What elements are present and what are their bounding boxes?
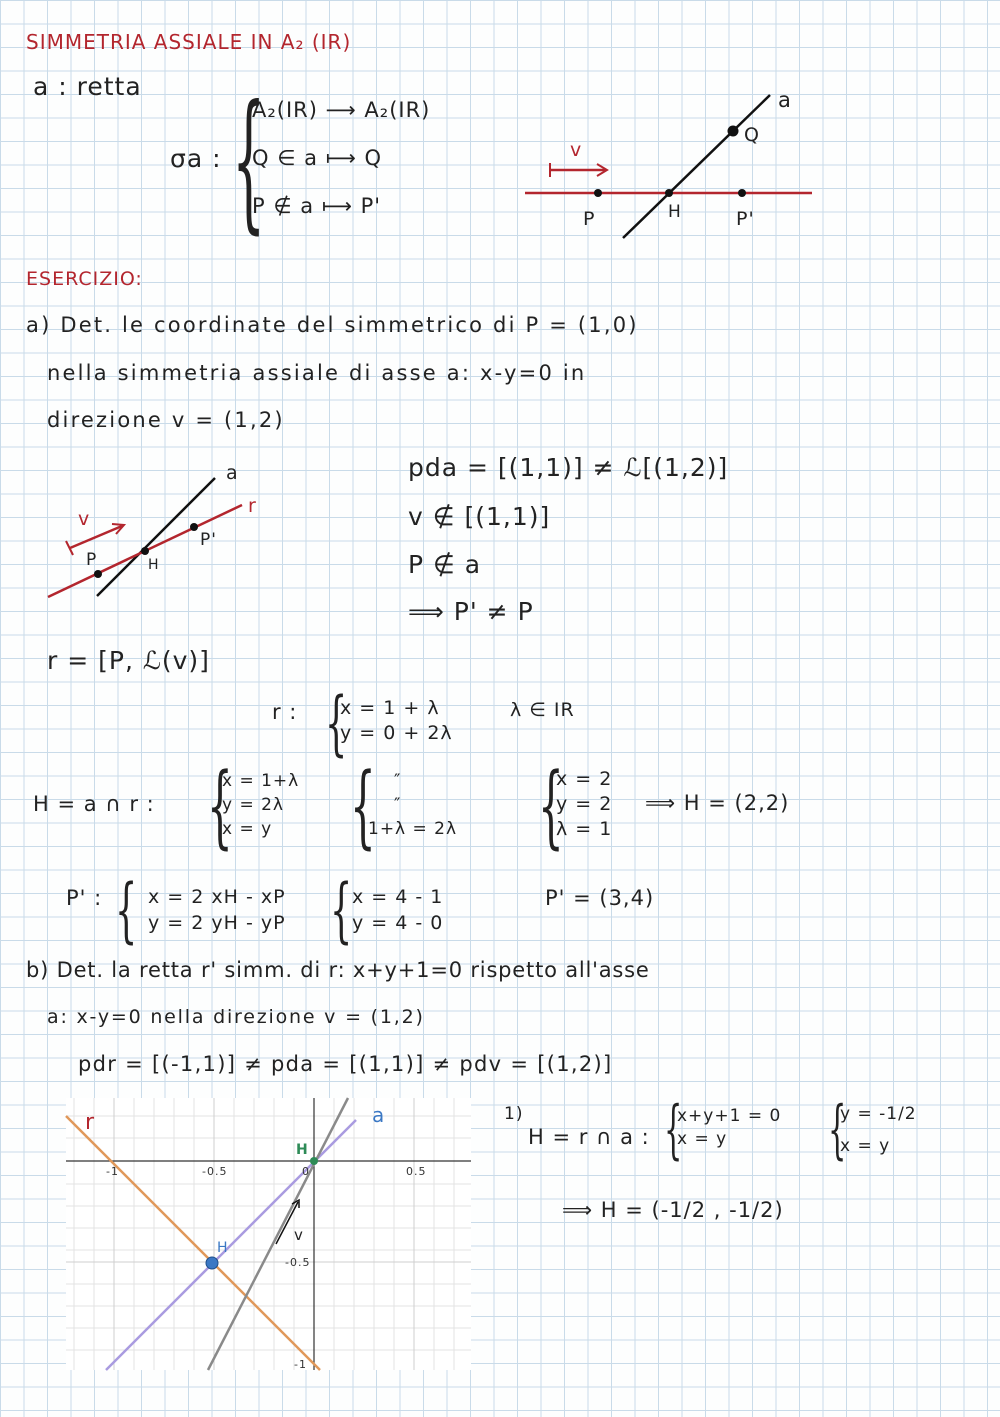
system1-row-2: y = 2λ bbox=[222, 795, 284, 815]
pprime-value-x: x = 4 - 1 bbox=[352, 886, 444, 908]
step1-system2-row-2: x = y bbox=[840, 1136, 891, 1156]
step1-system1-row-2: x = y bbox=[677, 1129, 728, 1149]
fig2-line-a bbox=[97, 478, 215, 596]
definition-row-1: A₂(IR) ⟶ A₂(IR) bbox=[252, 98, 431, 122]
graph-tick-x-0.5: 0.5 bbox=[406, 1165, 427, 1178]
intersection-brace-1: { bbox=[207, 754, 233, 859]
page-title: SIMMETRIA ASSIALE IN A₂ (IR) bbox=[26, 30, 352, 54]
intersection-result: ⟹ H = (2,2) bbox=[645, 791, 790, 815]
pprime-brace-1: { bbox=[115, 869, 138, 951]
system3-row-3: λ = 1 bbox=[556, 818, 613, 840]
param-brace: { bbox=[325, 682, 348, 764]
part-b-line-1: b) Det. la retta r' simm. di r: x+y+1=0 rispetto all'asse bbox=[26, 958, 650, 982]
step1-system1-row-1: x+y+1 = 0 bbox=[677, 1106, 782, 1126]
fig2-point-H bbox=[141, 547, 149, 555]
part-a-line-2: nella simmetria assiale di asse a: x-y=0 in bbox=[47, 361, 587, 385]
intersection-label: H = a ∩ r : bbox=[33, 792, 155, 816]
graph-point-H-mid bbox=[206, 1257, 218, 1269]
system2-row-2: ″ bbox=[394, 795, 402, 815]
step1-brace-1: { bbox=[664, 1093, 683, 1167]
pprime-value-y: y = 4 - 0 bbox=[352, 912, 444, 934]
pprime-brace-2: { bbox=[330, 869, 353, 951]
graph-point-H-origin bbox=[310, 1157, 318, 1165]
intersection-brace-2: { bbox=[350, 754, 376, 859]
part-a-line-1: a) Det. le coordinate del simmetrico di P = (1,0) bbox=[26, 313, 639, 337]
graph-label-H-mid: H bbox=[217, 1240, 229, 1256]
a-retta-label: a : retta bbox=[33, 72, 142, 101]
system3-row-2: y = 2 bbox=[556, 793, 613, 815]
fig2-point-Pp bbox=[190, 523, 198, 531]
fig1-label-P: P bbox=[583, 208, 596, 230]
part-b-line-3: pdr = [(-1,1)] ≠ pda = [(1,1)] ≠ pdv = [(1,2)] bbox=[78, 1052, 613, 1076]
exercise-heading: ESERCIZIO: bbox=[26, 268, 143, 290]
graph-label-r: r bbox=[85, 1110, 96, 1135]
fig1-label-Q: Q bbox=[744, 124, 760, 146]
fig2-label-P: P bbox=[86, 550, 98, 570]
pprime-result: P' = (3,4) bbox=[545, 886, 655, 910]
system1-row-1: x = 1+λ bbox=[222, 771, 300, 791]
fig2-label-Pp: P' bbox=[200, 530, 217, 550]
fig1-label-a: a bbox=[778, 88, 792, 112]
graph-label-H-origin: H bbox=[296, 1142, 309, 1158]
pprime-formula-x: x = 2 xH - xP bbox=[148, 886, 286, 908]
step1-number: 1) bbox=[504, 1104, 524, 1124]
part-a-line-3: direzione v = (1,2) bbox=[47, 408, 285, 432]
graph-tick-x-minus0.5: -0.5 bbox=[202, 1165, 228, 1178]
sigma-label: σa : bbox=[170, 144, 222, 173]
param-x: x = 1 + λ bbox=[340, 697, 440, 719]
step1-label: H = r ∩ a : bbox=[528, 1125, 650, 1149]
param-lambda: λ ∈ IR bbox=[510, 699, 575, 721]
system2-row-3: 1+λ = 2λ bbox=[368, 819, 458, 839]
fig2-label-r: r bbox=[248, 495, 257, 517]
pprime-formula-y: y = 2 yH - yP bbox=[148, 912, 286, 934]
condition-4: ⟹ P' ≠ P bbox=[408, 597, 534, 626]
intersection-brace-3: { bbox=[538, 754, 564, 859]
graph-tick-x-minus1: -1 bbox=[106, 1165, 119, 1178]
fig2-label-H: H bbox=[148, 557, 160, 573]
fig2-label-a: a bbox=[226, 462, 239, 484]
condition-2: v ∉ [(1,1)] bbox=[408, 502, 551, 531]
step1-brace-2: { bbox=[828, 1093, 847, 1167]
fig2-label-v: v bbox=[78, 508, 91, 530]
r-definition: r = [P, ℒ(v)] bbox=[47, 646, 210, 675]
graph-label-a: a bbox=[372, 1103, 386, 1127]
definition-brace: { bbox=[232, 74, 266, 248]
fig1-label-Pp: P' bbox=[736, 208, 755, 230]
condition-1: pda = [(1,1)] ≠ ℒ[(1,2)] bbox=[408, 453, 729, 482]
step1-system2-row-1: y = -1/2 bbox=[840, 1104, 917, 1124]
definition-row-2: Q ∈ a ⟼ Q bbox=[252, 146, 383, 170]
graph-tick-y-minus1: -1 bbox=[294, 1358, 307, 1371]
param-label: r : bbox=[272, 700, 298, 724]
system2-row-1: ″ bbox=[394, 771, 402, 791]
system1-row-3: x = y bbox=[222, 819, 273, 839]
fig1-label-v: v bbox=[570, 139, 583, 161]
param-y: y = 0 + 2λ bbox=[340, 722, 453, 744]
pprime-label: P' : bbox=[66, 886, 103, 910]
graph-label-v: v bbox=[294, 1226, 304, 1244]
definition-row-3: P ∉ a ⟼ P' bbox=[252, 194, 382, 218]
step1-result: ⟹ H = (-1/2 , -1/2) bbox=[562, 1198, 784, 1222]
part-b-line-2: a: x-y=0 nella direzione v = (1,2) bbox=[47, 1006, 425, 1028]
fig1-label-H: H bbox=[668, 202, 682, 222]
fig2-point-P bbox=[94, 570, 102, 578]
graph-plot bbox=[66, 1098, 471, 1370]
condition-3: P ∉ a bbox=[408, 550, 482, 579]
graph-tick-y-minus0.5: -0.5 bbox=[285, 1256, 311, 1269]
graph-tick-x-0: 0 bbox=[302, 1165, 310, 1178]
system3-row-1: x = 2 bbox=[556, 768, 613, 790]
